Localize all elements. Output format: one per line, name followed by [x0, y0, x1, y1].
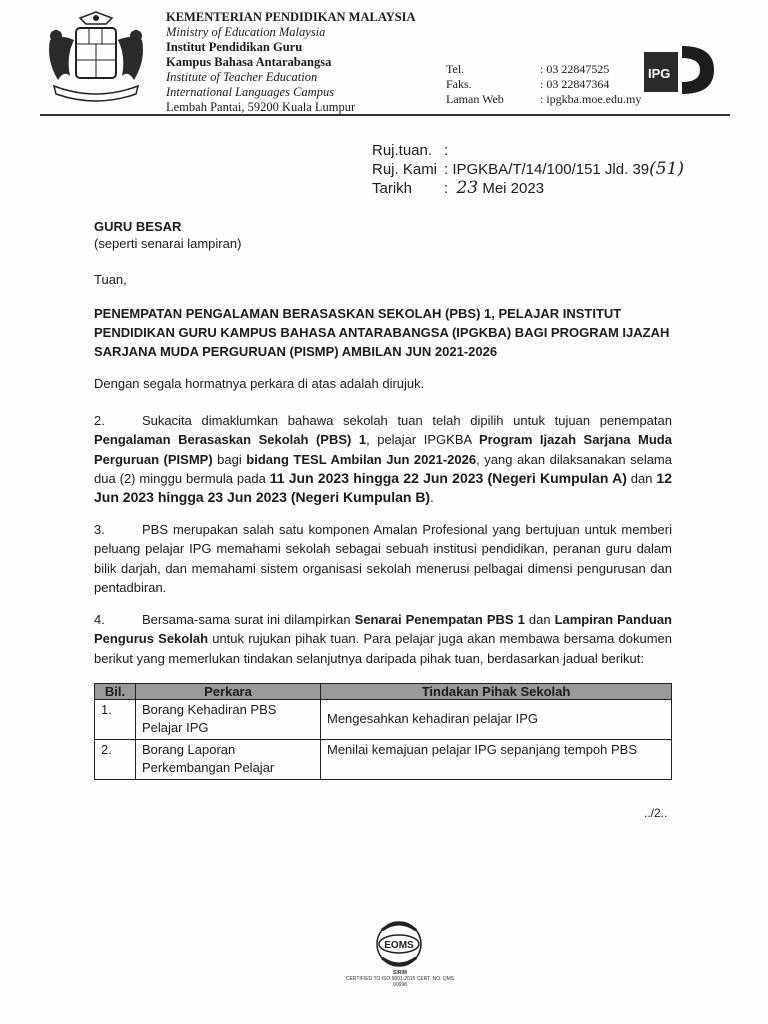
- paragraph-4-bold-2: Lampiran Panduan Pengurus Sekolah: [94, 612, 672, 647]
- eoms-text: EOMS: [384, 940, 414, 951]
- action-table: [94, 683, 672, 780]
- table-header-tindakan: Tindakan Pihak Sekolah: [321, 684, 672, 700]
- ministry-name: KEMENTERIAN PENDIDIKAN MALAYSIA: [166, 10, 416, 24]
- paragraph-2-text-1: Sukacita dimaklumkan bahawa sekolah tuan telah dipilih untuk tujuan penempatan: [142, 413, 672, 428]
- tel-value: : 03 22847525: [540, 62, 610, 76]
- tel-label: Tel.: [446, 62, 465, 76]
- paragraph-4-bold-1: Senarai Penempatan PBS 1: [354, 612, 525, 627]
- ipg-logo-icon: [642, 42, 716, 98]
- table-header-row: [95, 684, 672, 700]
- ministry-name-en: Ministry of Education Malaysia: [166, 25, 326, 39]
- table-header-bil: Bil.: [95, 684, 136, 700]
- table-row: [95, 740, 672, 780]
- web-value: : ipgkba.moe.edu.my: [540, 92, 642, 106]
- campus-name: Kampus Bahasa Antarabangsa: [166, 55, 332, 69]
- tarikh-label: Tarikh: [372, 180, 413, 197]
- campus-name-en: International Languages Campus: [166, 85, 335, 99]
- reference-block: [372, 141, 684, 198]
- tarikh-month-year: Mei 2023: [482, 180, 545, 197]
- table-cell-bil: 2.: [95, 740, 136, 780]
- table-cell-tindakan: Menilai kemajuan pelajar IPG sepanjang tempoh PBS: [321, 740, 672, 780]
- paragraph-2: [94, 411, 672, 507]
- fax-label: Faks.: [446, 77, 472, 91]
- ministry-letterhead: [166, 10, 416, 115]
- sirim-cert-text: CERTIFIED TO ISO 9001:2015 CERT. NO. QMS 00998: [345, 976, 455, 988]
- page-continuation-marker: ../2..: [644, 806, 668, 820]
- sirim-certification: [340, 970, 460, 988]
- paragraph-2-text-6: .: [430, 490, 434, 506]
- sirim-label: SIRIM: [393, 970, 407, 976]
- ruj-kami-handwritten: (51): [649, 159, 685, 179]
- fax-value: : 03 22847364: [540, 77, 610, 91]
- addressee: [94, 218, 241, 252]
- tarikh-colon: :: [444, 180, 449, 197]
- institute-name: Institut Pendidikan Guru: [166, 40, 303, 54]
- paragraph-4-text-1: Bersama-sama surat ini dilampirkan: [142, 612, 355, 627]
- ruj-tuan-value: :: [444, 142, 449, 159]
- table-cell-tindakan: Mengesahkan kehadiran pelajar IPG: [321, 700, 672, 740]
- paragraph-2-text-2: , pelajar IPGKBA: [366, 432, 479, 448]
- paragraph-2-number: 2.: [94, 413, 105, 428]
- paragraph-1: Dengan segala hormatnya perkara di atas adalah dirujuk.: [94, 376, 425, 391]
- ipg-logo-text: IPG: [648, 66, 671, 81]
- ruj-tuan-label: Ruj.tuan.: [372, 142, 433, 159]
- institute-name-en: Institute of Teacher Education: [166, 70, 318, 84]
- table-cell-bil: 1.: [95, 700, 136, 740]
- salutation: Tuan,: [94, 272, 127, 287]
- ruj-kami-value: : IPGKBA/T/14/100/151 Jld. 39: [444, 161, 650, 178]
- paragraph-4-number: 4.: [94, 612, 105, 627]
- header-divider: [40, 114, 730, 116]
- paragraph-2-text-5: dan: [626, 470, 657, 486]
- contact-block: [446, 62, 641, 107]
- web-label: Laman Web: [446, 92, 504, 106]
- paragraph-2-text-3: bagi: [212, 451, 247, 467]
- paragraph-4-text-2: dan: [524, 612, 555, 627]
- paragraph-4: [94, 610, 672, 668]
- malaysia-coat-of-arms-icon: [40, 10, 152, 110]
- paragraph-2-bold-1: Pengalaman Berasaskan Sekolah (PBS) 1: [94, 432, 367, 448]
- addressee-note: (seperti senarai lampiran): [94, 236, 242, 251]
- paragraph-4-text-3: untuk rujukan pihak tuan. Para pelajar juga akan membawa bersama dokumen berikut yang memerlukan tindakan selanjutnya daripada pihak tuan, berdasarkan jadual berikut:: [94, 631, 672, 666]
- ruj-kami-label: Ruj. Kami: [372, 161, 438, 178]
- paragraph-2-bold-4: 11 Jun 2023 hingga 22 Jun 2023 (Negeri Kumpulan A): [269, 469, 627, 486]
- table-row: [95, 700, 672, 740]
- paragraph-2-text-4: , yang akan dilaksanakan selama dua (2) minggu bermula pada: [94, 451, 672, 486]
- paragraph-3-text: PBS merupakan salah satu komponen Amalan Profesional yang bertujuan untuk memberi peluang pelajar IPG memahami sekolah sebagai sebuah institusi pendidikan, peranan guru dalam bilik darjah, dan memahami sistem organisasi sekolah menerusi pelbagai dimensi pengurusan dan pentadbiran.: [94, 522, 672, 595]
- paragraph-2-bold-3: bidang TESL Ambilan Jun 2021-2026: [246, 451, 477, 467]
- addressee-title: GURU BESAR: [94, 219, 182, 234]
- tarikh-day-handwritten: 23: [456, 178, 479, 198]
- table-header-perkara: Perkara: [136, 684, 321, 700]
- table-cell-perkara: Borang Laporan Perkembangan Pelajar: [136, 740, 321, 780]
- table-cell-perkara: Borang Kehadiran PBS Pelajar IPG: [136, 700, 321, 740]
- address: Lembah Pantai, 59200 Kuala Lumpur: [166, 100, 356, 114]
- letter-subject: PENEMPATAN PENGALAMAN BERASASKAN SEKOLAH (PBS) 1, PELAJAR INSTITUT PENDIDIKAN GURU KAMPUS BAHASA ANTARABANGSA (IPGKBA) BAGI PROGRAM IJAZAH SARJANA MUDA PERGURUAN (PISMP) AMBILAN JUN 2021-2026: [94, 306, 670, 359]
- paragraph-3-number: 3.: [94, 522, 105, 537]
- paragraph-2-bold-2: Program Ijazah Sarjana Muda Perguruan (PISMP): [94, 432, 672, 467]
- paragraph-3: [94, 520, 672, 597]
- paragraph-2-bold-5: 12 Jun 2023 hingga 23 Jun 2023 (Negeri Kumpulan B): [94, 469, 672, 506]
